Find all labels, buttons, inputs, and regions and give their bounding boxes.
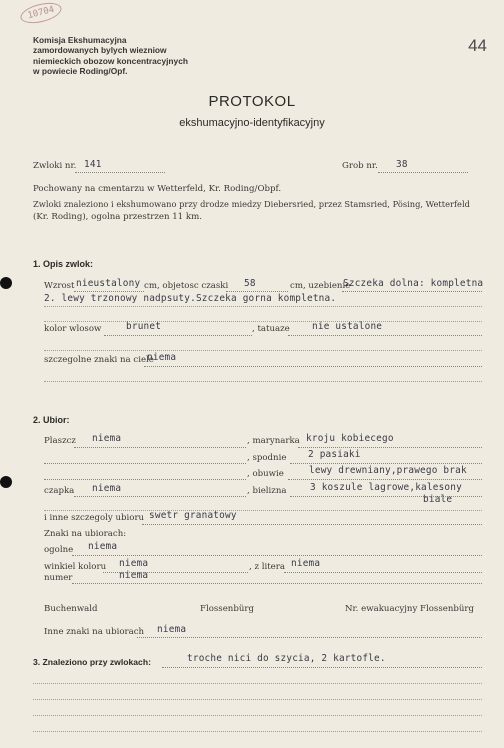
underwear-value-line-1: 3 koszule lagrowe,kalesony — [310, 482, 462, 493]
height-unit: cm, objetosc czaski — [144, 281, 229, 291]
section-3-heading: 3. Znaleziono przy zwlokach: — [33, 657, 151, 667]
org-line-1: Komisja Ekshumacyjna — [33, 35, 127, 45]
tattoo-value: nie ustalone — [312, 321, 383, 332]
shoes-label: , obuwie — [247, 469, 284, 479]
found-location-line-1: Zwloki znaleziono i ekshumowano przy drodze miedzy Diebersried, przez Stamsried, Pösing, Wetterfeld — [33, 199, 470, 209]
height-label: Wzrost — [44, 281, 75, 291]
teeth-value-line-1: Szczeka dolna: kompletna — [343, 278, 484, 289]
angle-color-label: winkiel koloru — [44, 562, 107, 572]
general-marks-value: niema — [88, 541, 118, 552]
letter-value: niema — [291, 558, 321, 569]
hair-color-value: brunet — [126, 321, 162, 332]
body-marks-value: niema — [147, 352, 177, 363]
jacket-label: , marynarka — [247, 436, 300, 446]
skull-unit: cm, uzebienie — [290, 281, 351, 291]
cap-label: czapka — [44, 486, 75, 496]
angle-color-value: niema — [119, 558, 149, 569]
section-2-heading: 2. Ubior: — [33, 415, 70, 425]
section-1-heading: 1. Opis zwlok: — [33, 259, 94, 269]
document-subtitle: ekshumacyjno-identyfikacyjny — [179, 117, 325, 129]
body-marks-label: szczegolne znaki na ciele — [44, 355, 154, 365]
trousers-value: 2 pasiaki — [308, 449, 361, 460]
org-line-4: w powiecie Roding/Opf. — [33, 65, 128, 76]
number-value: niema — [119, 570, 149, 581]
found-items-value: troche nici do szycia, 2 kartofle. — [187, 653, 386, 664]
document-title: PROTOKOL — [208, 93, 296, 110]
org-line-3: niemieckich obozow koncentracyjnych — [33, 55, 188, 66]
tattoo-label: , tatuaze — [252, 324, 290, 334]
underwear-value-line-2: biale — [423, 494, 453, 505]
other-clothing-label: i inne szczegoly ubioru — [44, 513, 145, 523]
grave-number-value: 38 — [396, 159, 408, 170]
coat-value: niema — [92, 433, 122, 444]
archive-stamp: 10704 — [18, 0, 63, 27]
other-marks-value: niema — [157, 624, 187, 635]
general-marks-label: ogolne — [44, 545, 74, 555]
burial-location-text: Pochowany na cmentarzu w Wetterfeld, Kr. Roding/Obpf. — [33, 184, 282, 194]
clothing-marks-heading: Znaki na ubiorach: — [44, 529, 127, 539]
letter-label: , z litera — [249, 562, 285, 572]
number-label: numer — [44, 573, 73, 583]
page-number: 44 — [468, 36, 487, 55]
underwear-label: , bielizna — [247, 486, 287, 496]
trousers-label: , spodnie — [247, 453, 287, 463]
found-location-line-2: (Kr. Roding), ogolna przestrzen 11 km. — [33, 212, 202, 222]
hair-color-label: kolor wlosow — [44, 324, 102, 334]
punch-hole-icon — [0, 277, 12, 289]
org-line-2: zamordowanych bylych wiezniow — [33, 45, 167, 56]
height-value: nieustalony — [76, 278, 141, 289]
camp-buchenwald: Buchenwald — [44, 604, 98, 614]
punch-hole-icon — [0, 476, 12, 488]
cap-value: niema — [92, 483, 122, 494]
shoes-value: lewy drewniany,prawego brak — [309, 465, 467, 476]
camp-flossenburg: Flossenbürg — [200, 604, 254, 614]
jacket-value: kroju kobiecego — [306, 433, 394, 444]
other-marks-label: Inne znaki na ubiorach — [44, 627, 145, 637]
other-clothing-value: swetr granatowy — [149, 510, 237, 521]
teeth-value-line-2: 2. lewy trzonowy nadpsuty.Szczeka gorna kompletna. — [44, 293, 337, 304]
grave-number-label: Grob nr. — [342, 161, 378, 171]
remains-number-label: Zwloki nr. — [33, 161, 77, 171]
evacuation-number-label: Nr. ewakuacyjny Flossenbürg — [345, 604, 475, 614]
skull-value: 58 — [244, 278, 256, 289]
remains-number-value: 141 — [84, 159, 102, 170]
coat-label: Plaszcz — [44, 436, 76, 446]
